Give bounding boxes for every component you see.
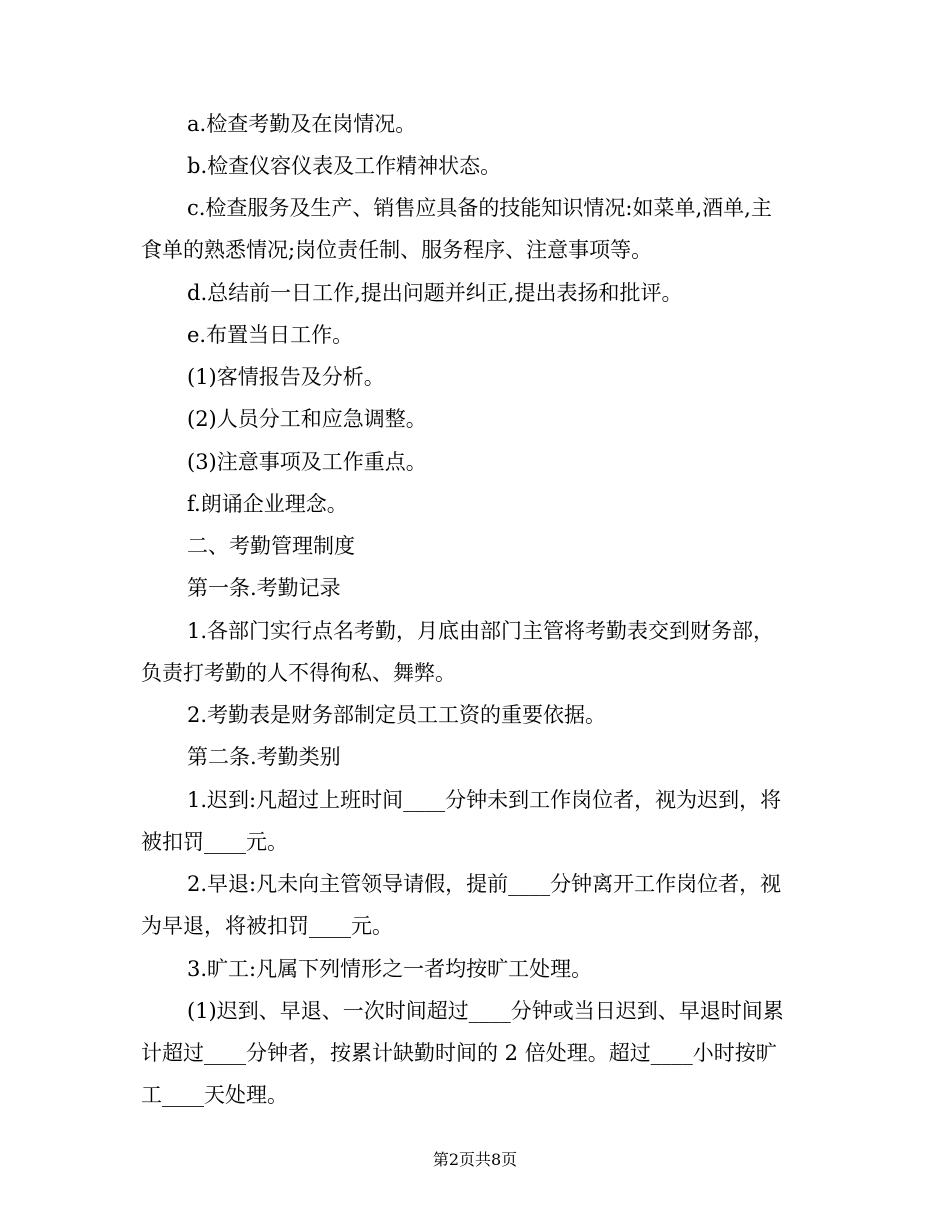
item-e-1: (1)客情报告及分析。 (187, 365, 385, 389)
absence-item-1-line-2: 计超过____分钟者，按累计缺勤时间的 2 倍处理。超过____小时按旷 (141, 1041, 777, 1065)
section-heading: 二、考勤管理制度 (187, 534, 355, 558)
article-2-heading: 第二条.考勤类别 (187, 745, 341, 769)
article-1-item-1-line-2: 负责打考勤的人不得徇私、舞弊。 (141, 661, 456, 685)
absence-item-1-line-1: (1)迟到、早退、一次时间超过____分钟或当日迟到、早退时间累 (187, 999, 784, 1023)
absence-item-1-line-3: 工____天处理。 (141, 1083, 288, 1107)
item-f: f.朗诵企业理念。 (187, 492, 348, 516)
item-a: a.检查考勤及在岗情况。 (187, 112, 417, 136)
item-e-2: (2)人员分工和应急调整。 (187, 407, 427, 431)
item-c-line-2: 食单的熟悉情况;岗位责任制、服务程序、注意事项等。 (141, 238, 653, 262)
item-c-line-1: c.检查服务及生产、销售应具备的技能知识情况:如菜单,酒单,主 (187, 196, 772, 220)
early-leave-rule-line-2: 为早退，将被扣罚____元。 (141, 914, 393, 938)
page-number: 第2页共8页 (432, 1150, 518, 1169)
late-rule-line-1: 1.迟到:凡超过上班时间____分钟未到工作岗位者，视为迟到，将 (187, 788, 782, 812)
absence-rule: 3.旷工:凡属下列情形之一者均按旷工处理。 (187, 957, 593, 981)
early-leave-rule-line-1: 2.早退:凡未向主管领导请假，提前____分钟离开工作岗位者，视 (187, 872, 782, 896)
article-1-heading: 第一条.考勤记录 (187, 576, 341, 600)
item-d: d.总结前一日工作,提出问题并纠正,提出表扬和批评。 (187, 281, 683, 305)
article-1-item-1-line-1: 1.各部门实行点名考勤，月底由部门主管将考勤表交到财务部， (187, 619, 775, 643)
article-1-item-2: 2.考勤表是财务部制定员工工资的重要依据。 (187, 703, 607, 727)
item-b: b.检查仪容仪表及工作精神状态。 (187, 154, 502, 178)
late-rule-line-2: 被扣罚____元。 (141, 830, 288, 854)
item-e: e.布置当日工作。 (187, 323, 354, 347)
item-e-3: (3)注意事项及工作重点。 (187, 450, 427, 474)
